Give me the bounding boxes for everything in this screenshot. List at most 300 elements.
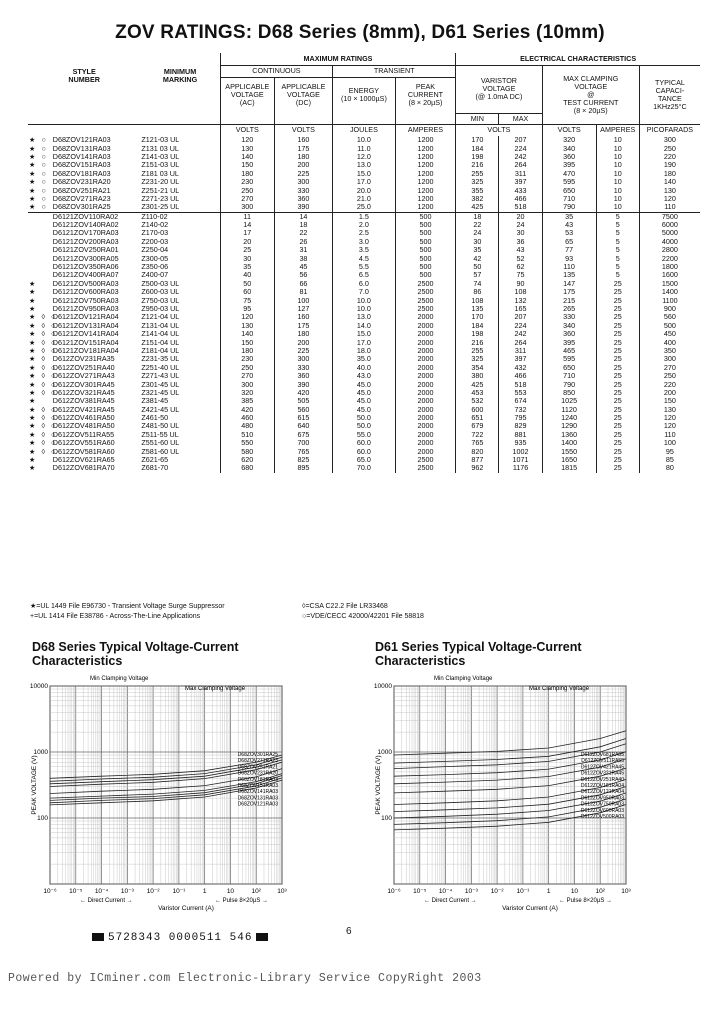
style-number: D612ZOV581RA60 xyxy=(52,446,115,456)
varistor-min: 679 xyxy=(456,422,499,430)
dc-volts: 675 xyxy=(274,431,332,439)
peak-current: 2000 xyxy=(395,347,456,355)
dc-volts: 180 xyxy=(274,153,332,161)
energy: 1.5 xyxy=(333,212,396,221)
marking: Z271-43 UL xyxy=(141,371,180,381)
varistor-max: 433 xyxy=(499,186,542,194)
test-current: 25 xyxy=(596,280,639,288)
symbols: ★ xyxy=(29,463,38,473)
symbols xyxy=(28,221,52,229)
style-number: D612ZOV381RA45 xyxy=(52,396,115,406)
ac-volts: 75 xyxy=(220,296,274,304)
dc-volts: 160 xyxy=(274,313,332,321)
style-number: D6121ZOV170RA03 xyxy=(52,228,119,238)
varistor-max: 1176 xyxy=(499,464,542,472)
clamp-volts: 1550 xyxy=(542,447,596,455)
peak-current: 500 xyxy=(395,238,456,246)
clamp-volts: 595 xyxy=(542,355,596,363)
symbols: ★ ◊ xyxy=(29,354,47,364)
varistor-min: 380 xyxy=(456,372,499,380)
energy: 3.0 xyxy=(333,238,396,246)
clamp-volts: 1120 xyxy=(542,406,596,414)
style-number: D6121ZOV131RA04 xyxy=(52,320,119,330)
style-number: D6121ZOV200RA03 xyxy=(52,236,119,246)
varistor-min: 325 xyxy=(456,355,499,363)
symbols: ★ ◊ ○ xyxy=(29,438,58,448)
table-row xyxy=(28,464,700,472)
style-number: D6121ZOV181RA04 xyxy=(52,345,119,355)
peak-current: 1200 xyxy=(395,136,456,144)
capacitance: 1400 xyxy=(639,288,700,296)
style-number: D6121ZOV110RA02 xyxy=(52,212,141,221)
style-number: D612ZOV301RA45 xyxy=(52,379,115,389)
varistor-min: 30 xyxy=(456,238,499,246)
test-current: 10 xyxy=(596,136,639,144)
capacitance: 85 xyxy=(639,456,700,464)
dc-volts: 81 xyxy=(274,288,332,296)
x-tick-label: 10⁻³ xyxy=(120,888,134,895)
symbols xyxy=(28,212,52,221)
peak-current: 1200 xyxy=(395,153,456,161)
dc-volts: 31 xyxy=(274,246,332,254)
marking: Z950-03 UL xyxy=(141,304,180,313)
marking: Z511-55 UL xyxy=(141,429,179,439)
x-tick-label: 10 xyxy=(226,888,235,895)
min-marking-header: MINIMUM MARKING xyxy=(162,67,198,84)
min-clamp-annotation: Min Clamping Voltage xyxy=(434,676,493,682)
clamp-volts: 340 xyxy=(542,144,596,152)
pulse-annotation: ← Pulse 8×20µS → xyxy=(215,898,268,904)
ac-volts: 270 xyxy=(220,372,274,380)
y-tick-label: 100 xyxy=(37,815,48,822)
varistor-max: 36 xyxy=(499,238,542,246)
note-ul1449: ★=UL 1449 File E96730 - Transient Voltage Surge Suppressor xyxy=(30,603,225,610)
clamp-volts: 175 xyxy=(542,288,596,296)
varistor-max: 224 xyxy=(499,322,542,330)
table-row xyxy=(28,203,700,212)
marking: Z231-35 UL xyxy=(141,354,180,364)
marking: Z301-25 UL xyxy=(141,202,180,212)
dc-volts: 160 xyxy=(274,136,332,144)
style-number: D612ZOV421RA45 xyxy=(52,404,115,414)
peak-current-header: PEAK CURRENT (8 × 20µS) xyxy=(395,77,456,113)
peak-current: 2500 xyxy=(395,456,456,464)
peak-current: 500 xyxy=(395,246,456,254)
peak-current: 500 xyxy=(395,229,456,237)
legend-entry: D68ZOV301RA25 xyxy=(237,752,278,758)
ac-volts: 180 xyxy=(220,170,274,178)
ac-volts: 460 xyxy=(220,414,274,422)
clamp-volts: 360 xyxy=(542,330,596,338)
test-current: 10 xyxy=(596,161,639,169)
peak-current: 500 xyxy=(395,212,456,221)
capacitance: 300 xyxy=(639,355,700,363)
capacitance: 200 xyxy=(639,389,700,397)
varistor-min: 255 xyxy=(456,170,499,178)
energy: 45.0 xyxy=(333,380,396,388)
x-tick-label: 10² xyxy=(595,888,605,895)
dc-volts: 127 xyxy=(274,305,332,313)
capacitance: 6000 xyxy=(639,221,700,229)
capacitance: 7500 xyxy=(639,212,700,221)
energy: 40.0 xyxy=(333,364,396,372)
varistor-max: 264 xyxy=(499,338,542,346)
capacitance: 150 xyxy=(639,397,700,405)
dc-volts: 615 xyxy=(274,414,332,422)
style-number: D6121ZOV151RA04 xyxy=(52,337,119,347)
ac-volts: 40 xyxy=(220,271,274,279)
legend-entry: D612ZOV500RA03 xyxy=(580,814,624,820)
note-vde: ○=VDE/CECC 42000/42201 File 58818 xyxy=(302,613,424,620)
dc-volts: 330 xyxy=(274,364,332,372)
peak-current: 2000 xyxy=(395,397,456,405)
test-current: 25 xyxy=(596,355,639,363)
clamp-volts: 35 xyxy=(542,212,596,221)
capacitance: 500 xyxy=(639,322,700,330)
ac-volts: 385 xyxy=(220,397,274,405)
y-tick-label: 10000 xyxy=(373,683,392,690)
varistor-max: 311 xyxy=(499,347,542,355)
peak-current: 2000 xyxy=(395,389,456,397)
varistor-min: 877 xyxy=(456,456,499,464)
varistor-min: 532 xyxy=(456,397,499,405)
test-current: 25 xyxy=(596,322,639,330)
symbols: ★ ○ xyxy=(29,143,48,153)
capacitance: 1800 xyxy=(639,263,700,271)
marking: Z131 03 UL xyxy=(141,143,179,153)
y-axis-label: PEAK VOLTAGE (V) xyxy=(31,755,38,815)
symbols xyxy=(28,238,52,246)
ac-volts: 300 xyxy=(220,380,274,388)
capacitance: 140 xyxy=(639,178,700,186)
legend-entry: D68ZOV151RA03 xyxy=(237,783,278,789)
test-current: 10 xyxy=(596,203,639,212)
clamp-volts: 465 xyxy=(542,347,596,355)
y-tick-label: 10000 xyxy=(29,683,48,690)
clamp-volts: 43 xyxy=(542,221,596,229)
dc-volts: 895 xyxy=(274,464,332,472)
capacitance: 350 xyxy=(639,347,700,355)
symbols: ★ ◊ ○ xyxy=(29,312,58,322)
peak-current: 2000 xyxy=(395,364,456,372)
peak-current: 2500 xyxy=(395,288,456,296)
peak-current: 500 xyxy=(395,254,456,262)
ac-volts: 14 xyxy=(220,221,274,229)
varistor-min: 18 xyxy=(456,212,499,221)
energy: 70.0 xyxy=(333,464,396,472)
clamp-volts: 320 xyxy=(542,136,596,144)
style-number: D6121ZOV140RA02 xyxy=(52,220,119,230)
ac-volts: 11 xyxy=(220,212,274,221)
varistor-min: 50 xyxy=(456,263,499,271)
dc-header: APPLICABLE VOLTAGE (DC) xyxy=(274,77,332,113)
marker-block-icon xyxy=(92,933,104,941)
direct-current-annotation: ← Direct Current → xyxy=(80,898,133,904)
capacitance: 80 xyxy=(639,464,700,472)
peak-current: 1200 xyxy=(395,203,456,212)
ac-volts: 60 xyxy=(220,288,274,296)
symbols: ★ ◊ ○ xyxy=(29,404,58,414)
marking: Z350-06 xyxy=(141,262,169,272)
test-current: 25 xyxy=(596,364,639,372)
ac-volts: 510 xyxy=(220,431,274,439)
symbols: ★ ◊ ○ xyxy=(29,345,58,355)
peak-current: 2500 xyxy=(395,296,456,304)
legend-entry: D612ZOV321RA45 xyxy=(580,770,624,777)
test-current: 10 xyxy=(596,144,639,152)
symbols: ★ ○ xyxy=(29,135,48,145)
style-number: D612ZOV681RA70 xyxy=(52,463,115,473)
peak-current: 1200 xyxy=(395,178,456,186)
symbols: ★ xyxy=(29,278,38,288)
peak-current: 2000 xyxy=(395,355,456,363)
varistor-min: 355 xyxy=(456,186,499,194)
x-axis-label: Varistor Current (A) xyxy=(502,905,558,912)
ac-volts: 140 xyxy=(220,153,274,161)
style-number: D68ZOV271RA23 xyxy=(52,193,111,203)
marking: Z151-04 UL xyxy=(141,337,180,347)
clamp-volts: 1815 xyxy=(542,464,596,472)
varistor-min: 651 xyxy=(456,414,499,422)
peak-current: 1200 xyxy=(395,195,456,203)
x-tick-label: 10⁻⁶ xyxy=(43,888,57,895)
capacitance: 95 xyxy=(639,447,700,455)
varistor-min: 425 xyxy=(456,203,499,212)
page-title: ZOV RATINGS: D68 Series (8mm), D61 Series (10mm) xyxy=(115,22,605,43)
varistor-min: 184 xyxy=(456,144,499,152)
test-current: 25 xyxy=(596,439,639,447)
x-tick-label: 10⁻⁴ xyxy=(438,888,453,895)
transient-header: TRANSIENT xyxy=(333,65,456,77)
clamp-volts: 1240 xyxy=(542,414,596,422)
energy: 17.0 xyxy=(333,178,396,186)
test-current: 10 xyxy=(596,170,639,178)
ac-volts: 25 xyxy=(220,246,274,254)
y-tick-label: 1000 xyxy=(33,749,48,756)
energy: 6.0 xyxy=(333,280,396,288)
capacitance: 220 xyxy=(639,380,700,388)
symbols: ★ ○ xyxy=(29,168,48,178)
clamp-volts: 1360 xyxy=(542,431,596,439)
legend-entry: D612ZOV950RA03 xyxy=(580,795,624,802)
clamp-volts: 710 xyxy=(542,195,596,203)
marking: Z170-03 xyxy=(141,228,169,238)
x-tick-label: 10³ xyxy=(621,888,631,895)
y-tick-label: 1000 xyxy=(377,749,392,756)
capacitance-header: TYPICAL CAPACI- TANCE 1KHz25°C xyxy=(639,65,700,124)
capacitance: 120 xyxy=(639,414,700,422)
varistor-max: 264 xyxy=(499,161,542,169)
symbols xyxy=(28,254,52,262)
varistor-max: 20 xyxy=(499,212,542,221)
symbols: ★ xyxy=(29,396,38,406)
symbols xyxy=(28,229,52,237)
clamp-volts: 147 xyxy=(542,280,596,288)
style-number: D68ZOV151RA03 xyxy=(52,160,111,170)
energy: 11.0 xyxy=(333,144,396,152)
clamp-volts: 330 xyxy=(542,313,596,321)
energy: 14.0 xyxy=(333,322,396,330)
x-tick-label: 1 xyxy=(546,888,551,895)
varistor-max: 732 xyxy=(499,406,542,414)
marking: Z600-03 UL xyxy=(141,287,180,297)
capacitance: 450 xyxy=(639,330,700,338)
energy: 43.0 xyxy=(333,372,396,380)
clamp-volts: 340 xyxy=(542,322,596,330)
varistor-max: 52 xyxy=(499,254,542,262)
varistor-min: 216 xyxy=(456,161,499,169)
legend-entry: D612ZOV121RA04 xyxy=(580,789,624,796)
ac-volts: 550 xyxy=(220,439,274,447)
capacitance: 4000 xyxy=(639,238,700,246)
varistor-min: 198 xyxy=(456,153,499,161)
dc-volts: 360 xyxy=(274,195,332,203)
capacitance: 270 xyxy=(639,364,700,372)
marking: Z151-03 UL xyxy=(141,160,180,170)
varistor-min: 135 xyxy=(456,305,499,313)
capacitance: 300 xyxy=(639,136,700,144)
test-current: 10 xyxy=(596,186,639,194)
test-current: 5 xyxy=(596,246,639,254)
capacitance: 5000 xyxy=(639,229,700,237)
symbols: ★ ◊ ○ xyxy=(29,320,58,330)
peak-current: 2000 xyxy=(395,422,456,430)
style-number: D6121ZOV121RA04 xyxy=(52,312,119,322)
clamp-volts: 395 xyxy=(542,338,596,346)
varistor-min: 184 xyxy=(456,322,499,330)
peak-current: 1200 xyxy=(395,161,456,169)
style-number-header: STYLE NUMBER xyxy=(68,67,100,84)
dc-volts: 765 xyxy=(274,447,332,455)
max-clamp-annotation: Max Clamping Voltage xyxy=(529,686,590,692)
energy: 15.0 xyxy=(333,170,396,178)
x-tick-label: 10⁻¹ xyxy=(172,888,186,895)
d61-chart-title: D61 Series Typical Voltage-Current Characteristics xyxy=(375,640,582,668)
y-tick-label: 100 xyxy=(381,815,392,822)
ac-volts: 35 xyxy=(220,263,274,271)
energy: 25.0 xyxy=(333,203,396,212)
energy: 10.0 xyxy=(333,296,396,304)
dc-volts: 175 xyxy=(274,322,332,330)
style-number: D6121ZOV600RA03 xyxy=(52,287,119,297)
symbols: ★ ○ xyxy=(29,202,48,212)
test-current: 25 xyxy=(596,372,639,380)
ac-volts: 230 xyxy=(220,355,274,363)
marking: Z581-60 UL xyxy=(141,446,180,456)
energy: 4.5 xyxy=(333,254,396,262)
test-current: 25 xyxy=(596,447,639,455)
test-current: 25 xyxy=(596,464,639,472)
dc-volts: 18 xyxy=(274,221,332,229)
marking: Z251-21 UL xyxy=(141,185,180,195)
legend-entry: D68ZOV181RA03 xyxy=(237,776,278,783)
capacitance: 250 xyxy=(639,144,700,152)
test-current: 5 xyxy=(596,238,639,246)
varistor-min: 42 xyxy=(456,254,499,262)
varistor-min: 600 xyxy=(456,406,499,414)
varistor-max: 30 xyxy=(499,229,542,237)
clamp-volts: 215 xyxy=(542,296,596,304)
x-tick-label: 10⁻¹ xyxy=(516,888,530,895)
varistor-max: 466 xyxy=(499,372,542,380)
style-number: D68ZOV121RA03 xyxy=(52,135,111,145)
style-number: D6121ZOV250RA01 xyxy=(52,245,119,255)
peak-current: 2000 xyxy=(395,380,456,388)
dc-volts: 640 xyxy=(274,422,332,430)
varistor-min: 57 xyxy=(456,271,499,279)
marking: Z251-40 UL xyxy=(141,362,180,372)
legend-entry: D612ZOV681RA65 xyxy=(580,752,624,758)
symbols: ★ ◊ ○ xyxy=(29,337,58,347)
dc-volts: 505 xyxy=(274,397,332,405)
marking: Z461-50 xyxy=(141,413,169,423)
barcode-line: 5728343 0000511 546 xyxy=(88,932,272,944)
dc-volts: 26 xyxy=(274,238,332,246)
test-current: 5 xyxy=(596,254,639,262)
symbols: ★ ◊ ○ xyxy=(29,387,58,397)
symbols: ★ ◊ ○ xyxy=(29,362,58,372)
capacitance: 400 xyxy=(639,338,700,346)
style-number: D612ZOV251RA40 xyxy=(52,362,115,372)
legend-entry: D612ZOV750RA03 xyxy=(580,801,624,808)
clamp-volts: 790 xyxy=(542,380,596,388)
x-tick-label: 10⁻⁵ xyxy=(69,888,83,895)
test-current: 25 xyxy=(596,406,639,414)
style-number: D6121ZOV500RA03 xyxy=(52,278,119,288)
dc-volts: 225 xyxy=(274,347,332,355)
d61-vi-chart xyxy=(372,668,662,918)
clamping-header: MAX CLAMPING VOLTAGE @ TEST CURRENT (8 × 20µS) xyxy=(542,65,639,124)
varistor-min: 325 xyxy=(456,178,499,186)
note-csa: ◊=CSA C22.2 File LR33468 xyxy=(302,603,388,610)
test-current: 25 xyxy=(596,431,639,439)
symbols: ★ ◊ ○ xyxy=(29,371,58,381)
clamp-volts: 1400 xyxy=(542,439,596,447)
dc-volts: 560 xyxy=(274,406,332,414)
clamp-volts: 265 xyxy=(542,305,596,313)
x-tick-label: 1 xyxy=(202,888,207,895)
varistor-max: 829 xyxy=(499,422,542,430)
symbols: ★ xyxy=(29,455,38,465)
varistor-max: 108 xyxy=(499,288,542,296)
energy: 10.0 xyxy=(333,136,396,144)
footnotes-right xyxy=(302,602,424,622)
varistor-max: 75 xyxy=(499,271,542,279)
varistor-min: 198 xyxy=(456,330,499,338)
legend-entry: D68ZOV131RA03 xyxy=(237,795,278,802)
pulse-annotation: ← Pulse 8×20µS → xyxy=(559,898,612,904)
elec-char-header: ELECTRICAL CHARACTERISTICS xyxy=(456,53,700,65)
peak-current: 2000 xyxy=(395,406,456,414)
note-ul1414: +=UL 1414 File E38786 - Across-The-Line Applications xyxy=(30,613,201,620)
test-current: 25 xyxy=(596,347,639,355)
varistor-max: 165 xyxy=(499,305,542,313)
test-current: 25 xyxy=(596,397,639,405)
varistor-max: 224 xyxy=(499,144,542,152)
ac-volts: 580 xyxy=(220,447,274,455)
varistor-min: 820 xyxy=(456,447,499,455)
symbols: ★ ◊ ○ xyxy=(29,329,58,339)
energy: 50.0 xyxy=(333,422,396,430)
test-current: 25 xyxy=(596,313,639,321)
marking: Z141-03 UL xyxy=(141,151,180,161)
varistor-min: 170 xyxy=(456,136,499,144)
ratings-table-body xyxy=(28,136,700,473)
peak-current: 2000 xyxy=(395,439,456,447)
energy: 3.5 xyxy=(333,246,396,254)
style-number: D68ZOV251RA21 xyxy=(52,185,111,195)
test-current: 25 xyxy=(596,338,639,346)
